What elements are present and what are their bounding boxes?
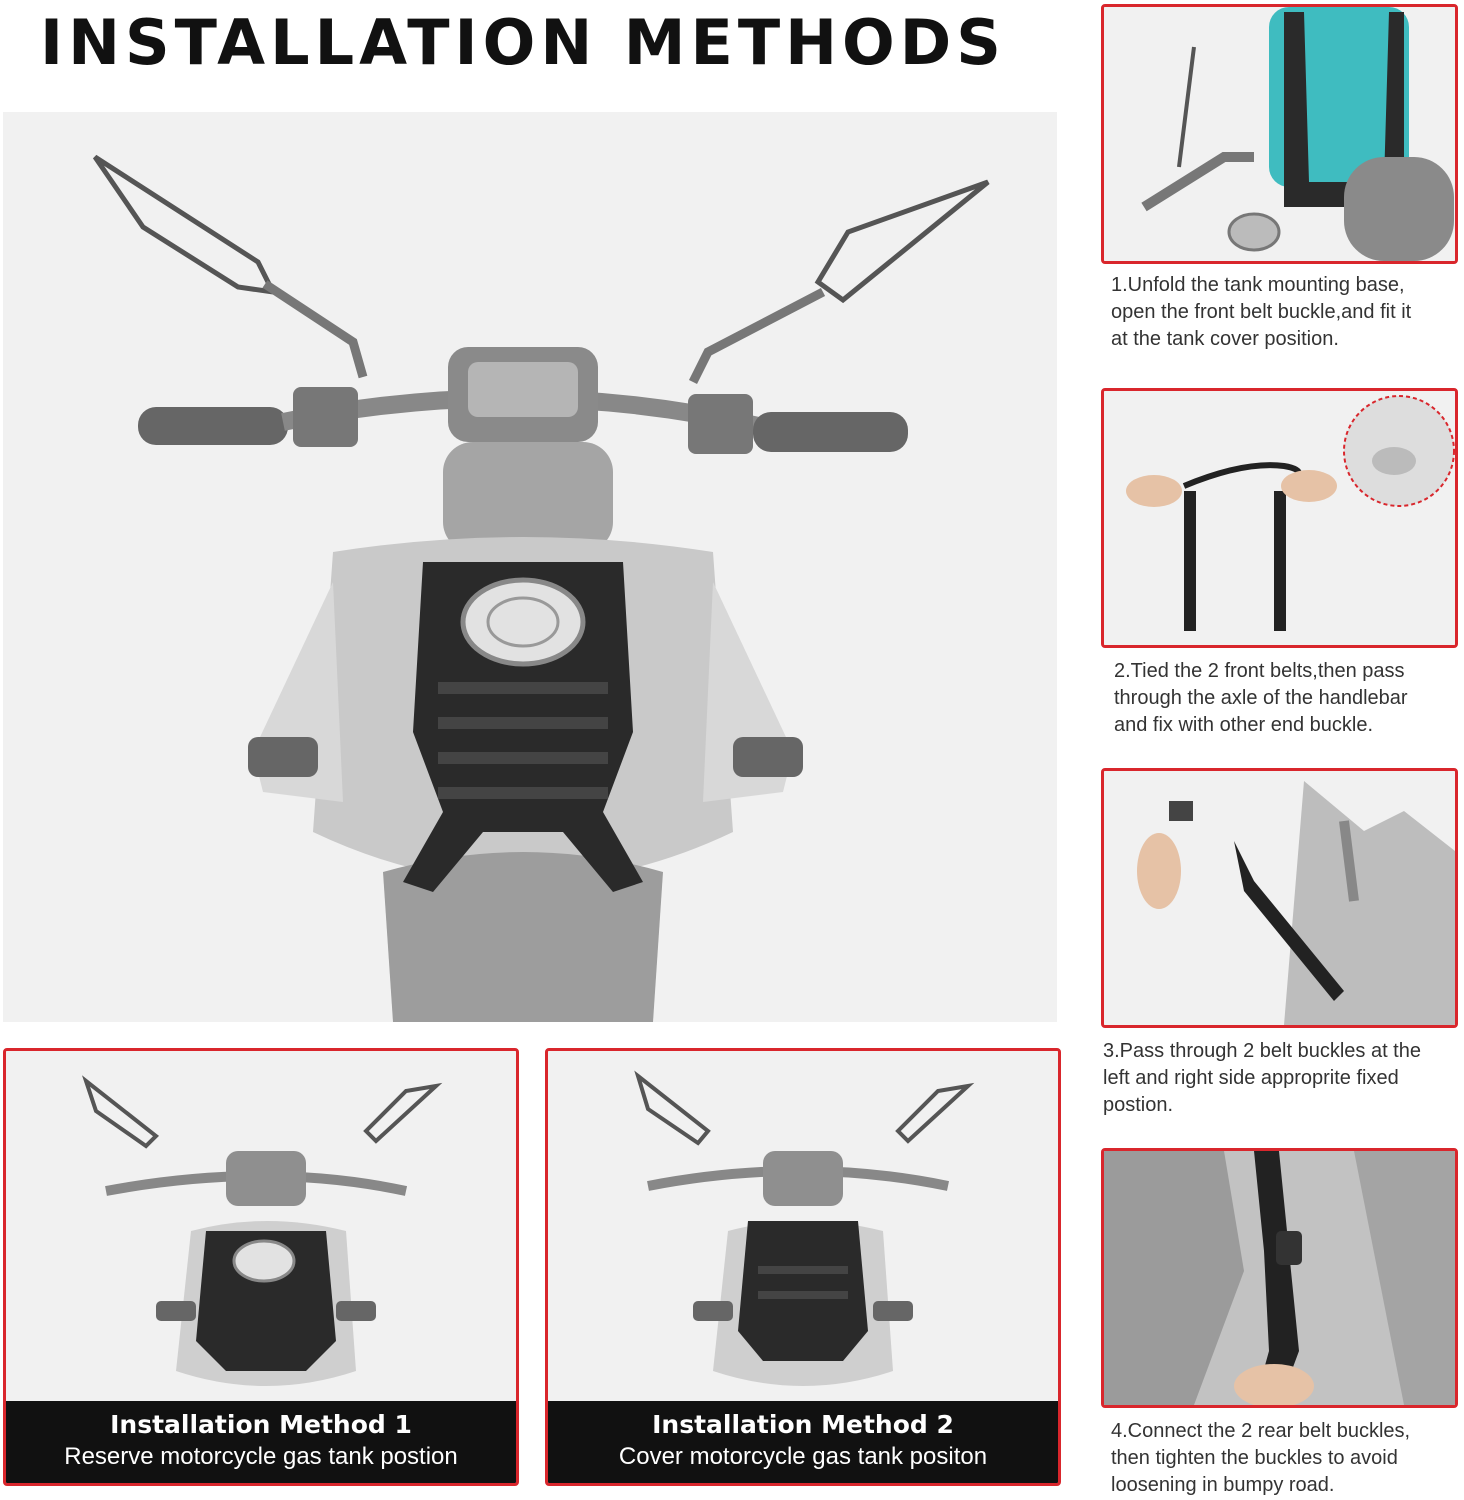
method-2-bar: [548, 1401, 1058, 1483]
method-1-subtitle: Reserve motorcycle gas tank postion: [64, 1443, 458, 1470]
method-1-panel: [3, 1048, 519, 1486]
step-2-image: [1101, 388, 1458, 648]
step-1-caption: [1111, 272, 1461, 353]
step-3-caption: [1103, 1038, 1463, 1119]
motorcycle-harness-photo: [6, 1051, 516, 1401]
method-2-title: Installation Method 2: [652, 1410, 954, 1439]
method-2-subtitle: Cover motorcycle gas tank positon: [618, 1443, 988, 1470]
method-1-title: Installation Method 1: [110, 1410, 412, 1439]
step-4-image: [1101, 1148, 1458, 1408]
step-3-image: [1101, 768, 1458, 1028]
step-2-caption: [1114, 658, 1464, 739]
motorcycle-harness-photo: [548, 1051, 1058, 1401]
step-2-text: 2.Tied the 2 front belts,then pass through the axle of the handlebar and fix with other end buckle.: [1114, 660, 1408, 736]
strap-photo: [1104, 771, 1455, 1025]
method-2-panel: [545, 1048, 1061, 1486]
step-3-text: 3.Pass through 2 belt buckles at the left and right side approprite fixed postion.: [1103, 1040, 1421, 1116]
hero-motorcycle-image: [3, 112, 1057, 1022]
motorcycle-harness-photo: [1104, 7, 1455, 261]
motorcycle-harness-photo: [3, 112, 1057, 1022]
buckle-photo: [1104, 1151, 1455, 1405]
step-4-caption: [1111, 1418, 1461, 1499]
method-1-bar: [6, 1401, 516, 1483]
step-1-image: [1101, 4, 1458, 264]
step-1-text: 1.Unfold the tank mounting base, open the front belt buckle,and fit it at the tank cover position.: [1111, 274, 1412, 350]
strap-photo: [1104, 391, 1455, 645]
page-title: INSTALLATION METHODS: [40, 6, 1006, 79]
step-4-text: 4.Connect the 2 rear belt buckles, then tighten the buckles to avoid loosening in bumpy road.: [1111, 1420, 1411, 1496]
